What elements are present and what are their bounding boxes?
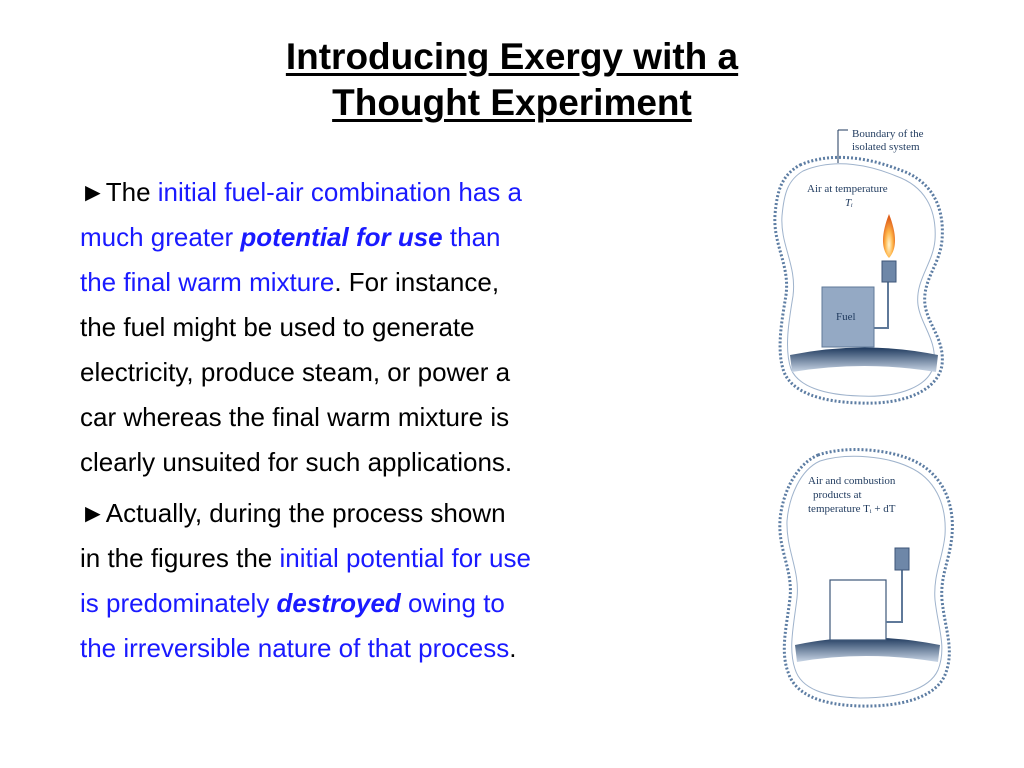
flame-icon — [883, 214, 895, 258]
air-label: Air at temperature — [807, 183, 888, 195]
bullet-1-text: . For instance, — [334, 267, 500, 297]
burner — [882, 261, 896, 282]
bullet-1-highlight: initial fuel-air combination has a — [157, 177, 522, 207]
system-boundary — [780, 450, 953, 707]
bullet-2-highlight: is predominately — [80, 588, 277, 618]
fuel-line — [886, 570, 902, 622]
boundary-label: isolated system — [852, 141, 920, 153]
bullet-2-emphasis: destroyed — [276, 588, 401, 618]
bullet-2-text: in the figures the — [80, 543, 280, 573]
bullet-marker: ► — [80, 498, 106, 528]
bullet-2-text: . — [509, 633, 517, 663]
bullet-1-line-7: clearly unsuited for such applications. — [80, 447, 513, 477]
bullet-1-line-5: electricity, produce steam, or power a — [80, 357, 511, 387]
title-line-2: Thought Experiment — [332, 82, 692, 123]
bullet-2-highlight: owing to — [400, 588, 505, 618]
bullet-1-line-4: the fuel might be used to generate — [80, 312, 475, 342]
ground — [795, 638, 940, 663]
bullet-marker: ► — [80, 177, 106, 207]
fuel-label: Fuel — [836, 311, 856, 323]
boundary-label: Boundary of the — [852, 128, 924, 140]
title-line-1: Introducing Exergy with a — [285, 36, 739, 77]
bullet-2-text: Actually, during the process shown — [105, 498, 506, 528]
burner — [895, 548, 909, 570]
figure-1-isolated-system — [775, 128, 943, 403]
bullet-1-highlight: the final warm mixture — [80, 267, 335, 297]
products-label: products at — [813, 489, 862, 501]
bullet-1-emphasis: potential for use — [240, 222, 443, 252]
bullet-2-highlight: initial potential for use — [279, 543, 531, 573]
products-temp-label: temperature Tᵢ + dT — [808, 503, 896, 515]
air-temp-label: Tᵢ — [845, 197, 853, 209]
empty-fuel-tank — [830, 580, 886, 640]
bullet-1-highlight: much greater — [80, 222, 241, 252]
bullet-1-highlight: than — [442, 222, 501, 252]
bullet-1-line-6: car whereas the final warm mixture is — [80, 402, 510, 432]
products-label: Air and combustion — [808, 475, 896, 487]
bullet-1-text: The — [105, 177, 158, 207]
bullet-2-highlight: the irreversible nature of that process — [80, 633, 510, 663]
ground — [790, 348, 938, 373]
fuel-line — [874, 282, 888, 328]
figure-2-after-combustion — [780, 450, 953, 707]
